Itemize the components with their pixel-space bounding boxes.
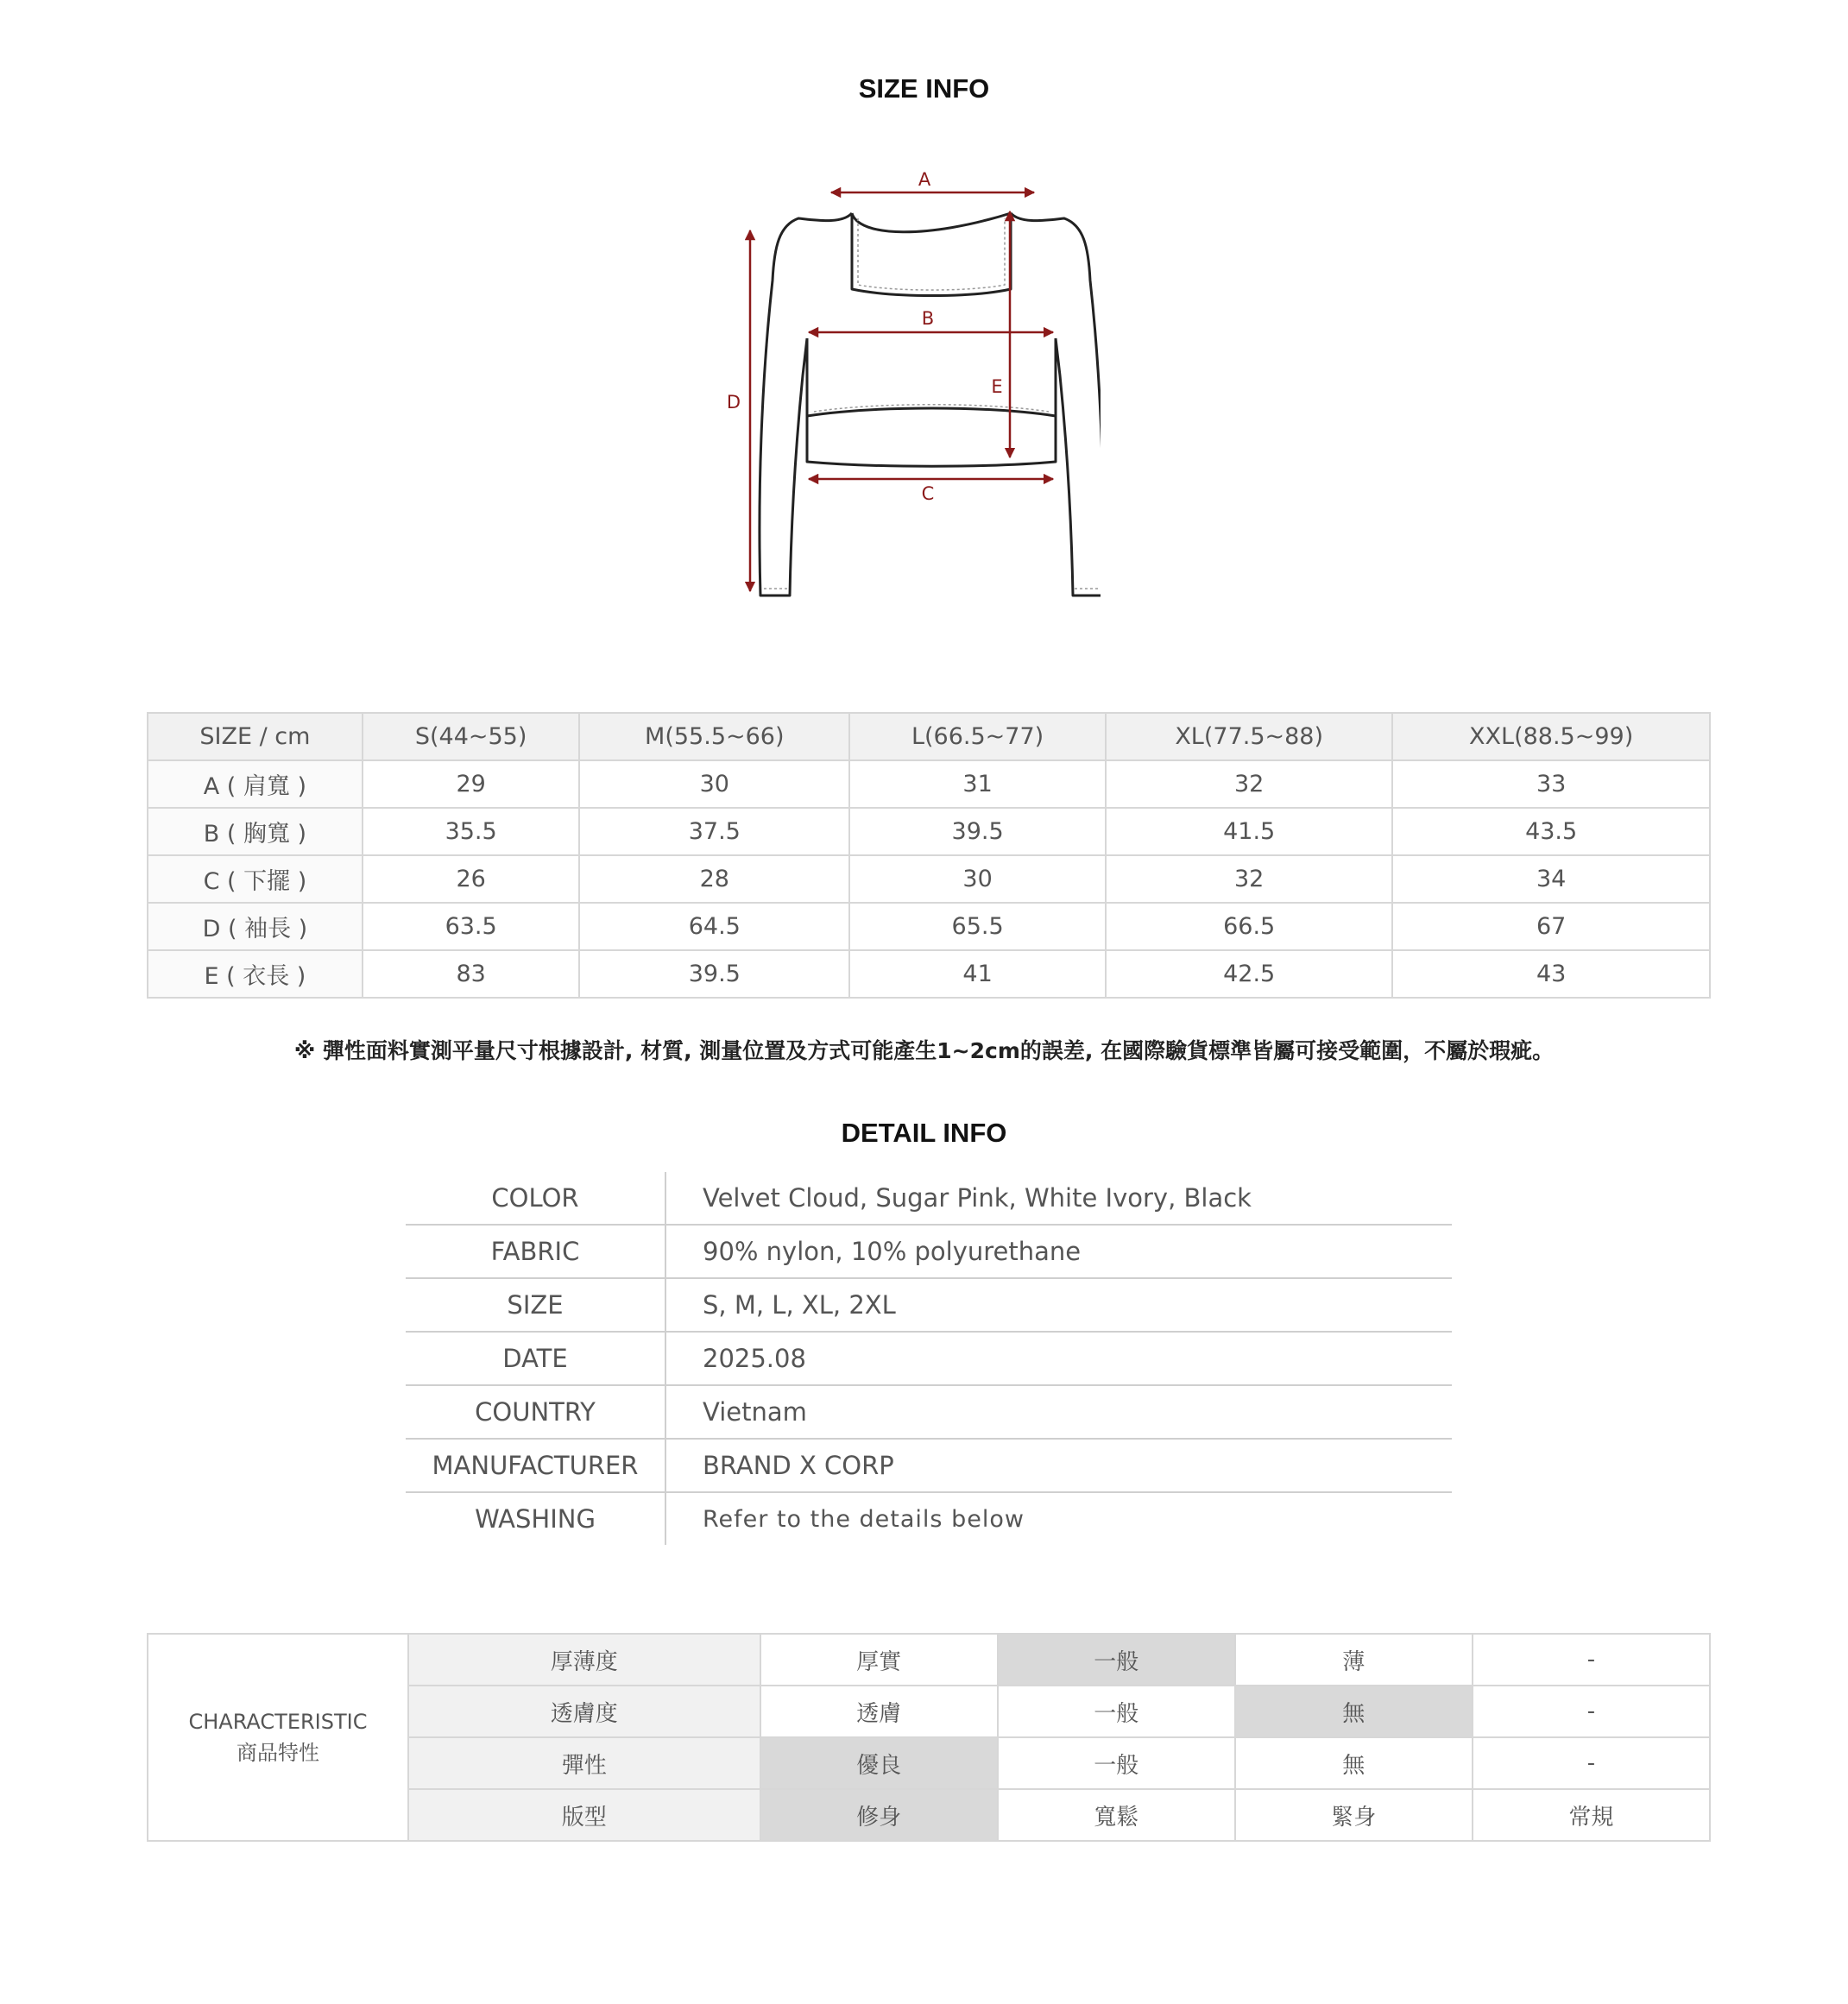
table-cell: 43.5	[1392, 808, 1710, 855]
table-cell: 26	[363, 855, 580, 903]
table-cell: 28	[579, 855, 849, 903]
table-cell: 30	[849, 855, 1106, 903]
size-note: ※ 彈性面料實測平量尺寸根據設計, 材質, 測量位置及方式可能產生1~2cm的誤差, 在國際驗貨標準皆屬可接受範圍，不屬於瑕疵。	[293, 1038, 1555, 1063]
detail-row-manufacturer	[406, 1439, 1452, 1492]
detail-row-washing	[406, 1492, 1452, 1545]
option-cell: -	[1473, 1686, 1710, 1737]
option-cell: 寬鬆	[998, 1789, 1235, 1841]
row-label: A ( 肩寬 )	[148, 760, 363, 808]
detail-label: FABRIC	[406, 1225, 665, 1278]
detail-value: 2025.08	[665, 1332, 1452, 1385]
diagram-label-e: E	[991, 376, 1003, 397]
characteristic-heading	[148, 1634, 408, 1841]
table-cell: 63.5	[363, 903, 580, 950]
table-cell: 64.5	[579, 903, 849, 950]
table-cell: 42.5	[1106, 950, 1392, 998]
option-cell: 常規	[1473, 1789, 1710, 1841]
option-cell: 優良	[760, 1737, 998, 1789]
option-cell: 一般	[998, 1686, 1235, 1737]
table-cell: 32	[1106, 760, 1392, 808]
table-row	[148, 760, 1710, 808]
attribute-label: 版型	[408, 1789, 760, 1841]
garment-diagram	[721, 160, 1101, 617]
option-cell: 厚實	[760, 1634, 998, 1686]
table-row	[148, 950, 1710, 998]
table-cell: 37.5	[579, 808, 849, 855]
table-cell: 34	[1392, 855, 1710, 903]
detail-value: S, M, L, XL, 2XL	[665, 1278, 1452, 1332]
attribute-label: 透膚度	[408, 1686, 760, 1737]
characteristic-title-zh: 商品特性	[237, 1741, 319, 1765]
table-cell: 41	[849, 950, 1106, 998]
table-cell: 65.5	[849, 903, 1106, 950]
diagram-label-c: C	[921, 483, 935, 504]
table-cell: 31	[849, 760, 1106, 808]
header-cell: L(66.5~77)	[849, 713, 1106, 760]
table-cell: 30	[579, 760, 849, 808]
table-row	[148, 903, 1710, 950]
option-cell: 無	[1235, 1737, 1473, 1789]
option-cell: 薄	[1235, 1634, 1473, 1686]
header-cell: SIZE / cm	[148, 713, 363, 760]
detail-label: MANUFACTURER	[406, 1439, 665, 1492]
option-cell: 修身	[760, 1789, 998, 1841]
row-label: B ( 胸寬 )	[148, 808, 363, 855]
attribute-label: 彈性	[408, 1737, 760, 1789]
row-label: D ( 袖長 )	[148, 903, 363, 950]
table-cell: 41.5	[1106, 808, 1392, 855]
option-cell: 一般	[998, 1634, 1235, 1686]
table-row	[148, 808, 1710, 855]
diagram-label-a: A	[918, 169, 931, 190]
table-cell: 29	[363, 760, 580, 808]
option-cell: -	[1473, 1634, 1710, 1686]
option-cell: 緊身	[1235, 1789, 1473, 1841]
detail-row-color	[406, 1172, 1452, 1225]
detail-row-country	[406, 1385, 1452, 1439]
size-info-title: SIZE INFO	[858, 73, 990, 104]
table-cell: 39.5	[579, 950, 849, 998]
detail-value: BRAND X CORP	[665, 1439, 1452, 1492]
detail-row-fabric	[406, 1225, 1452, 1278]
option-cell: -	[1473, 1737, 1710, 1789]
detail-value: 90% nylon, 10% polyurethane	[665, 1225, 1452, 1278]
size-table-header	[148, 713, 1710, 760]
header-cell: XXL(88.5~99)	[1392, 713, 1710, 760]
detail-info-title: DETAIL INFO	[841, 1118, 1007, 1148]
table-cell: 43	[1392, 950, 1710, 998]
size-table	[147, 712, 1711, 999]
option-cell: 無	[1235, 1686, 1473, 1737]
table-cell: 39.5	[849, 808, 1106, 855]
diagram-label-d: D	[726, 392, 741, 413]
table-cell: 32	[1106, 855, 1392, 903]
table-row	[148, 855, 1710, 903]
detail-label: COUNTRY	[406, 1385, 665, 1439]
characteristic-row	[148, 1634, 1710, 1686]
header-cell: XL(77.5~88)	[1106, 713, 1392, 760]
header-cell: S(44~55)	[363, 713, 580, 760]
option-cell: 一般	[998, 1737, 1235, 1789]
diagram-label-b: B	[921, 308, 935, 329]
option-cell: 透膚	[760, 1686, 998, 1737]
table-cell: 83	[363, 950, 580, 998]
detail-row-size	[406, 1278, 1452, 1332]
detail-label: DATE	[406, 1332, 665, 1385]
row-label: E ( 衣長 )	[148, 950, 363, 998]
row-label: C ( 下擺 )	[148, 855, 363, 903]
detail-table	[406, 1172, 1452, 1545]
table-cell: 66.5	[1106, 903, 1392, 950]
attribute-label: 厚薄度	[408, 1634, 760, 1686]
detail-row-date	[406, 1332, 1452, 1385]
table-cell: 35.5	[363, 808, 580, 855]
detail-value: Refer to the details below	[665, 1492, 1452, 1545]
characteristic-title-en: CHARACTERISTIC	[188, 1710, 368, 1734]
detail-label: COLOR	[406, 1172, 665, 1225]
table-cell: 33	[1392, 760, 1710, 808]
characteristic-table	[147, 1633, 1711, 1842]
header-cell: M(55.5~66)	[579, 713, 849, 760]
table-cell: 67	[1392, 903, 1710, 950]
detail-label: WASHING	[406, 1492, 665, 1545]
detail-value: Vietnam	[665, 1385, 1452, 1439]
detail-label: SIZE	[406, 1278, 665, 1332]
detail-value: Velvet Cloud, Sugar Pink, White Ivory, Black	[703, 1183, 1252, 1213]
